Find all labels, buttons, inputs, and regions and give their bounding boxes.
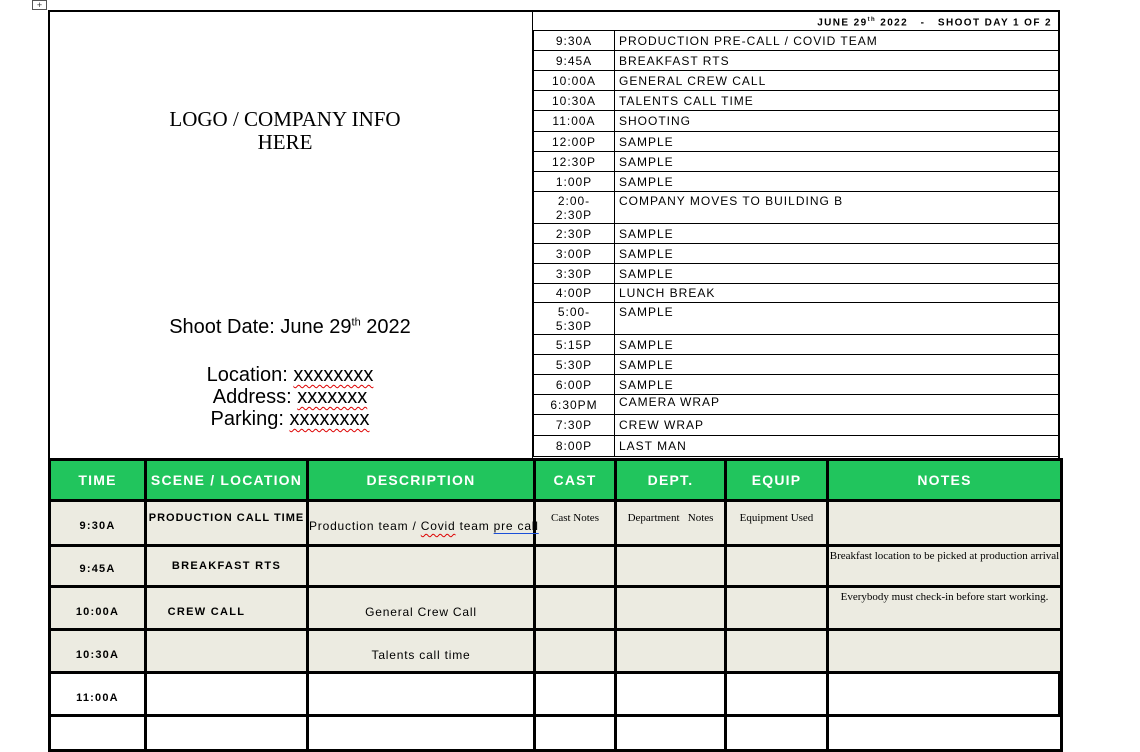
schedule-time: 6:00P bbox=[534, 375, 615, 395]
schedule-activity: CREW WRAP bbox=[615, 415, 1059, 436]
cell-equip: Equipment Used bbox=[726, 501, 828, 546]
cell-notes bbox=[828, 673, 1062, 716]
schedule-row bbox=[534, 355, 1059, 375]
schedule-time: 4:00P bbox=[534, 284, 615, 303]
schedule-time: 3:30P bbox=[534, 264, 615, 284]
col-header-time: TIME bbox=[50, 460, 146, 501]
schedule-time: 5:30P bbox=[534, 355, 615, 375]
cell-scene: CREW CALL bbox=[146, 587, 308, 630]
schedule-activity: TALENTS CALL TIME bbox=[615, 91, 1059, 111]
schedule-activity: SAMPLE bbox=[615, 303, 1059, 335]
desc-part-d: pre call bbox=[493, 519, 539, 533]
schedule-activity: SAMPLE bbox=[615, 172, 1059, 192]
cell-scene bbox=[146, 716, 308, 751]
cell-time: 9:45A bbox=[50, 546, 146, 587]
cell-description bbox=[308, 501, 539, 546]
col-header-scene: SCENE / LOCATION bbox=[146, 460, 308, 501]
schedule-row bbox=[534, 436, 1059, 457]
cell-description bbox=[308, 673, 535, 716]
schedule-row bbox=[534, 132, 1059, 152]
cell-dept bbox=[616, 587, 726, 630]
table-row bbox=[50, 716, 1062, 751]
call-sheet-grid bbox=[48, 458, 1063, 752]
schedule-time-end: 5:30P bbox=[555, 318, 593, 333]
schedule-activity: SAMPLE bbox=[615, 152, 1059, 172]
shoot-date-prefix: Shoot Date: June 29 bbox=[169, 316, 352, 338]
col-header-description: DESCRIPTION bbox=[308, 460, 535, 501]
schedule-row bbox=[534, 284, 1059, 303]
address-line bbox=[150, 386, 430, 408]
schedule-time: 9:30A bbox=[534, 31, 615, 51]
schedule-activity: CAMERA WRAP bbox=[615, 395, 1059, 415]
schedule-row bbox=[534, 172, 1059, 192]
schedule-time-start: 2:00- bbox=[557, 193, 591, 208]
table-row bbox=[50, 546, 1062, 587]
grid-header-row bbox=[50, 460, 1062, 501]
col-header-equip: EQUIP bbox=[726, 460, 828, 501]
cell-scene: BREAKFAST RTS bbox=[146, 546, 308, 587]
cell-scene bbox=[146, 673, 308, 716]
cell-notes: Everybody must check-in before start working. bbox=[828, 587, 1062, 630]
location-line bbox=[150, 364, 430, 386]
address-label: Address: bbox=[212, 386, 298, 408]
cell-dept bbox=[616, 630, 726, 673]
cell-notes: Breakfast location to be picked at production arrival bbox=[828, 546, 1062, 587]
table-row bbox=[50, 501, 1062, 546]
parking-line bbox=[150, 408, 430, 430]
schedule-time: 12:30P bbox=[534, 152, 615, 172]
cell-cast bbox=[535, 546, 616, 587]
schedule-activity: SAMPLE bbox=[615, 244, 1059, 264]
schedule-time-start: 5:00- bbox=[557, 304, 591, 319]
schedule-row bbox=[534, 395, 1059, 415]
logo-line-1: LOGO / COMPANY INFO bbox=[169, 107, 401, 131]
cell-description: General Crew Call bbox=[308, 587, 535, 630]
schedule-activity: LUNCH BREAK bbox=[615, 284, 1059, 303]
parking-label: Parking: bbox=[210, 408, 290, 430]
cell-time bbox=[50, 716, 146, 751]
schedule-time: 12:00P bbox=[534, 132, 615, 152]
schedule-activity: PRODUCTION PRE-CALL / COVID TEAM bbox=[615, 31, 1059, 51]
cell-equip bbox=[726, 630, 828, 673]
schedule-activity: SAMPLE bbox=[615, 375, 1059, 395]
date-line-sup: th bbox=[867, 17, 877, 23]
cell-notes bbox=[828, 630, 1062, 673]
schedule-row bbox=[534, 375, 1059, 395]
cell-time: 10:30A bbox=[50, 630, 146, 673]
cell-cast bbox=[535, 587, 616, 630]
schedule-row bbox=[534, 31, 1059, 51]
shoot-date-sup: th bbox=[351, 316, 361, 329]
schedule-activity: SHOOTING bbox=[615, 111, 1059, 132]
cell-notes bbox=[828, 501, 1062, 546]
schedule-row bbox=[534, 224, 1059, 244]
schedule-row bbox=[534, 111, 1059, 132]
cell-dept bbox=[616, 673, 726, 716]
shoot-day-line bbox=[780, 17, 1052, 28]
cell-cast: Cast Notes bbox=[535, 501, 616, 546]
cell-time: 10:00A bbox=[50, 587, 146, 630]
location-value: xxxxxxxx bbox=[293, 364, 374, 386]
schedule-time: 11:00A bbox=[534, 111, 615, 132]
cell-time: 9:30A bbox=[50, 501, 146, 546]
col-header-notes: NOTES bbox=[828, 460, 1062, 501]
desc-part-c: team bbox=[455, 519, 494, 533]
schedule-activity: LAST MAN bbox=[615, 436, 1059, 457]
col-header-dept: DEPT. bbox=[616, 460, 726, 501]
cell-cast bbox=[535, 630, 616, 673]
date-line-prefix: JUNE 29 bbox=[817, 17, 868, 29]
table-row bbox=[50, 673, 1062, 716]
schedule-row bbox=[534, 51, 1059, 71]
cell-equip bbox=[726, 716, 828, 751]
schedule-time bbox=[534, 192, 615, 224]
desc-part-a: Production team / bbox=[309, 519, 421, 533]
cell-equip bbox=[726, 587, 828, 630]
cell-cast bbox=[535, 673, 616, 716]
schedule-activity: BREAKFAST RTS bbox=[615, 51, 1059, 71]
schedule-time: 7:30P bbox=[534, 415, 615, 436]
schedule-time: 2:30P bbox=[534, 224, 615, 244]
cell-dept bbox=[616, 546, 726, 587]
logo-company-info bbox=[150, 108, 420, 154]
cell-scene: PRODUCTION CALL TIME bbox=[146, 501, 308, 546]
schedule-row bbox=[534, 335, 1059, 355]
schedule-row bbox=[534, 244, 1059, 264]
address-value: xxxxxxx bbox=[297, 386, 368, 408]
schedule-activity: GENERAL CREW CALL bbox=[615, 71, 1059, 91]
table-row bbox=[50, 587, 1062, 630]
cell-description bbox=[308, 546, 535, 587]
cell-description bbox=[308, 716, 535, 751]
cell-description: Talents call time bbox=[308, 630, 535, 673]
table-row bbox=[50, 630, 1062, 673]
cell-dept: Department Notes bbox=[616, 501, 726, 546]
frame-top-border bbox=[48, 10, 1060, 12]
schedule-activity: SAMPLE bbox=[615, 355, 1059, 375]
schedule-row bbox=[534, 415, 1059, 436]
shoot-date bbox=[120, 316, 460, 339]
schedule-row bbox=[534, 91, 1059, 111]
schedule-activity: SAMPLE bbox=[615, 264, 1059, 284]
date-line-suffix: 2022 - SHOOT DAY 1 OF 2 bbox=[876, 17, 1052, 29]
schedule-time: 8:00P bbox=[534, 436, 615, 457]
schedule-activity: SAMPLE bbox=[615, 132, 1059, 152]
schedule-time: 6:30PM bbox=[534, 395, 615, 415]
schedule-activity: COMPANY MOVES TO BUILDING B bbox=[615, 192, 1059, 224]
cell-notes bbox=[828, 716, 1062, 751]
schedule-table bbox=[533, 30, 1059, 457]
schedule-row bbox=[534, 192, 1059, 224]
cell-scene bbox=[146, 630, 308, 673]
schedule-row bbox=[534, 152, 1059, 172]
cell-time: 11:00A bbox=[50, 673, 146, 716]
schedule-time bbox=[534, 303, 615, 335]
schedule-activity: SAMPLE bbox=[615, 224, 1059, 244]
schedule-row bbox=[534, 264, 1059, 284]
cell-equip bbox=[726, 546, 828, 587]
location-label: Location: bbox=[206, 364, 294, 386]
schedule-time: 9:45A bbox=[534, 51, 615, 71]
schedule-time: 3:00P bbox=[534, 244, 615, 264]
schedule-row bbox=[534, 303, 1059, 335]
desc-part-b: Covid bbox=[420, 519, 456, 533]
schedule-activity: SAMPLE bbox=[615, 335, 1059, 355]
logo-line-2: HERE bbox=[257, 130, 313, 154]
cell-dept bbox=[616, 716, 726, 751]
col-header-cast: CAST bbox=[535, 460, 616, 501]
cell-equip bbox=[726, 673, 828, 716]
shoot-date-year: 2022 bbox=[360, 316, 411, 338]
schedule-time-end: 2:30P bbox=[555, 207, 593, 222]
schedule-time: 1:00P bbox=[534, 172, 615, 192]
schedule-time: 10:30A bbox=[534, 91, 615, 111]
parking-value: xxxxxxxx bbox=[289, 408, 370, 430]
cell-cast bbox=[535, 716, 616, 751]
schedule-time: 5:15P bbox=[534, 335, 615, 355]
schedule-time: 10:00A bbox=[534, 71, 615, 91]
schedule-row bbox=[534, 71, 1059, 91]
table-move-handle[interactable]: + bbox=[32, 0, 47, 10]
